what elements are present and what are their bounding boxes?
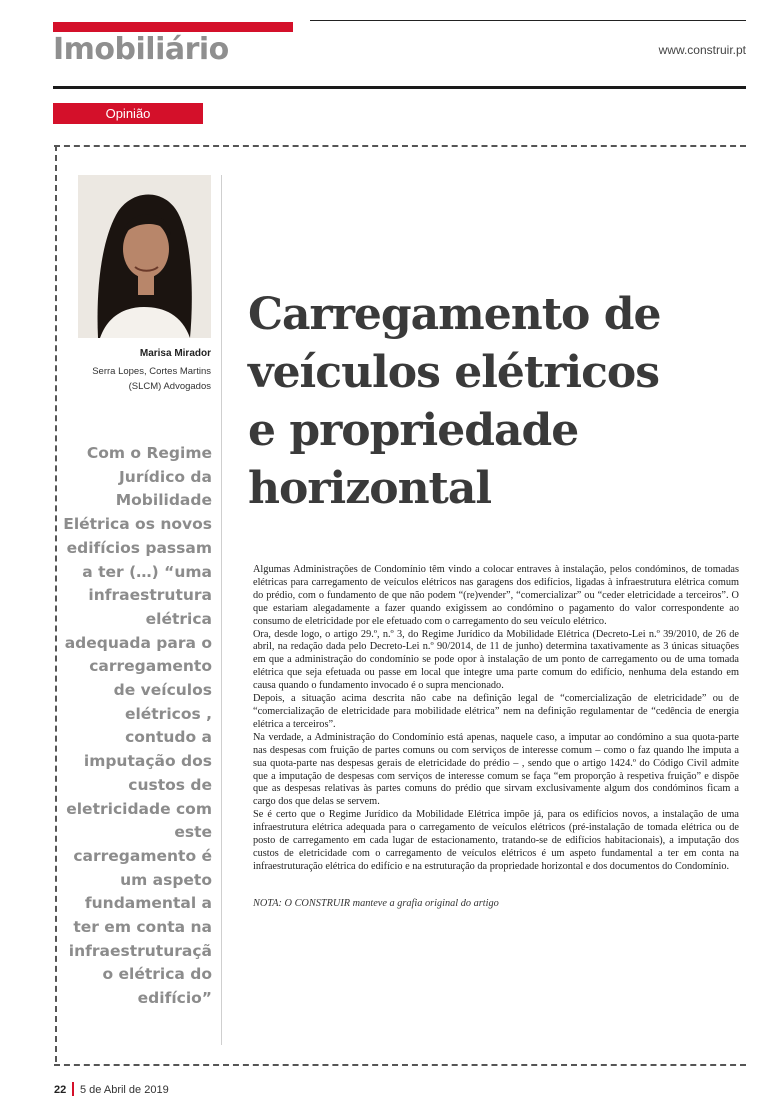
footer-separator (72, 1082, 74, 1096)
author-name: Marisa Mirador (139, 348, 211, 359)
author-photo (78, 175, 211, 338)
headline-line: horizontal (248, 463, 492, 514)
pull-quote-line: elétrica (145, 609, 212, 628)
section-title: Imobiliário (53, 32, 229, 67)
editor-note: NOTA: O CONSTRUIR manteve a grafia original do artigo (253, 898, 499, 909)
pull-quote-line: carregamento (89, 657, 212, 676)
article-headline (248, 286, 718, 518)
pull-quote-line: a ter (…) “uma (82, 562, 212, 581)
body-paragraph: Na verdade, a Administração do Condomínio está apenas, naquele caso, a imputar ao condómino a sua quota-parte nas despesas com fruição de partes comuns ou com serviços de interesse comum – como o faz quando lhe imputa a sua quota-parte nas despesas gerais de eletricidade do prédio – , sendo que o artigo 1424.º do Código Civil admite que a imputação de despesas com serviços de interesse comum se faça “em proporção à respetiva fruição” e dispõe que as despesas relativas às partes comuns do prédio que sirvam exclusivamente algum dos condóminos ficam a cargo dos que delas se servem. (253, 731, 739, 808)
author-firm-line2: (SLCM) Advogados (128, 381, 211, 392)
pull-quote-line: edifícios passam (66, 538, 212, 557)
pull-quote-line: este (174, 823, 212, 842)
body-paragraph: Se é certo que o Regime Jurídico da Mobilidade Elétrica impõe já, para os edifícios novos, a instalação de uma infraestrutura elétrica adequada para o carregamento de veículos elétricos (pré-instalação de tomada elétrica ou de posto de carregamento em cada lugar de estacionamento, tratando-se de edifícios habitacionais), a imputação dos custos de eletricidade com o carregamento de veículos elétricos é um aspeto fundamental a ter em conta na infraestruturação elétrica do edifício e na estruturação da propriedade horizontal e dos documentos do Condomínio. (253, 809, 739, 872)
author-portrait-image (78, 175, 211, 338)
pull-quote-line: Com o Regime (86, 444, 212, 462)
body-paragraph: Algumas Administrações de Condomínio têm vindo a colocar entraves à instalação, pelos condóminos, de tomadas elétricas para carregamento de veículos elétricos nas garagens dos edifícios, ligadas à infraestrutura elétrica comum do prédio, com o fundamento de que não podem “(re)vender”, “comercializar” ou “ceder eletricidade a terceiros”. O que estariam alegadamente a fazer quando exigissem ao condómino o pagamento do valor correspondente ao consumo de eletricidade por ele efetuado com o carregamento do seu veículo elétrico. (253, 564, 739, 627)
page-number: 22 (54, 1084, 67, 1096)
pull-quote-line: Mobilidade (115, 491, 212, 510)
body-paragraph: Depois, a situação acima descrita não cabe na definição legal de “comercialização de eletricidade” ou de “comercialização de eletricidade para mobilidade elétrica” nem na definição regulamentar de “cedência de energia elétrica a terceiros”. (253, 693, 739, 730)
article-frame-left-edge (55, 145, 57, 1062)
header-thin-rule (310, 20, 746, 21)
website-link[interactable]: www.construir.pt (658, 43, 746, 57)
pull-quote (60, 442, 212, 1011)
pull-quote-line: Jurídico da (119, 467, 212, 486)
headline-line: Carregamento de (248, 289, 661, 340)
author-firm-line1: Serra Lopes, Cortes Martins (92, 366, 211, 377)
headline-line: veículos elétricos (248, 347, 660, 398)
pull-quote-line: adequada para o (64, 633, 212, 652)
headline-line: e propriedade (248, 405, 579, 456)
header-red-bar (53, 22, 293, 32)
pull-quote-line: Elétrica os novos (63, 515, 212, 534)
pull-quote-line: um aspeto (120, 870, 212, 889)
pull-quote-line: de veículos (113, 681, 212, 700)
pull-quote-line: ter em conta na (73, 918, 212, 937)
pull-quote-line: elétricos , (124, 704, 212, 723)
issue-date: 5 de Abril de 2019 (80, 1084, 169, 1096)
pull-quote-line: infraestrutura (88, 586, 212, 605)
pull-quote-line: edifício” (137, 989, 212, 1008)
author-firm (60, 364, 211, 394)
opinion-badge: Opinião (53, 103, 203, 124)
pull-quote-line: o elétrica do (102, 965, 212, 984)
body-paragraph: Ora, desde logo, o artigo 29.º, n.º 3, do Regime Jurídico da Mobilidade Elétrica (Decreto-Lei n.º 39/2010, de 26 de abril, na redação dada pelo Decreto-Lei n.º 90/2014, de 11 de junho) determina taxativamente as 3 únicas situações em que a administração do condomínio se pode opor à instalação de um ponto de carregamento ou de uma tomada elétrica que seja efetuada ou passe em local que integre uma parte comum do edifício, nenhuma dela estando em causa quando o fundamento invocado é o supra mencionado. (253, 628, 739, 692)
pull-quote-line: fundamental a (84, 894, 212, 913)
pull-quote-line: infraestruturaçã (68, 941, 212, 960)
pull-quote-line: eletricidade com (66, 799, 212, 818)
column-divider (221, 175, 222, 1045)
pull-quote-line: custos de (128, 775, 212, 794)
pull-quote-line: imputação dos (83, 752, 212, 771)
pull-quote-line: contudo a (125, 728, 212, 747)
pull-quote-line: carregamento é (73, 846, 212, 865)
article-body (253, 564, 739, 874)
header-divider (53, 86, 746, 89)
